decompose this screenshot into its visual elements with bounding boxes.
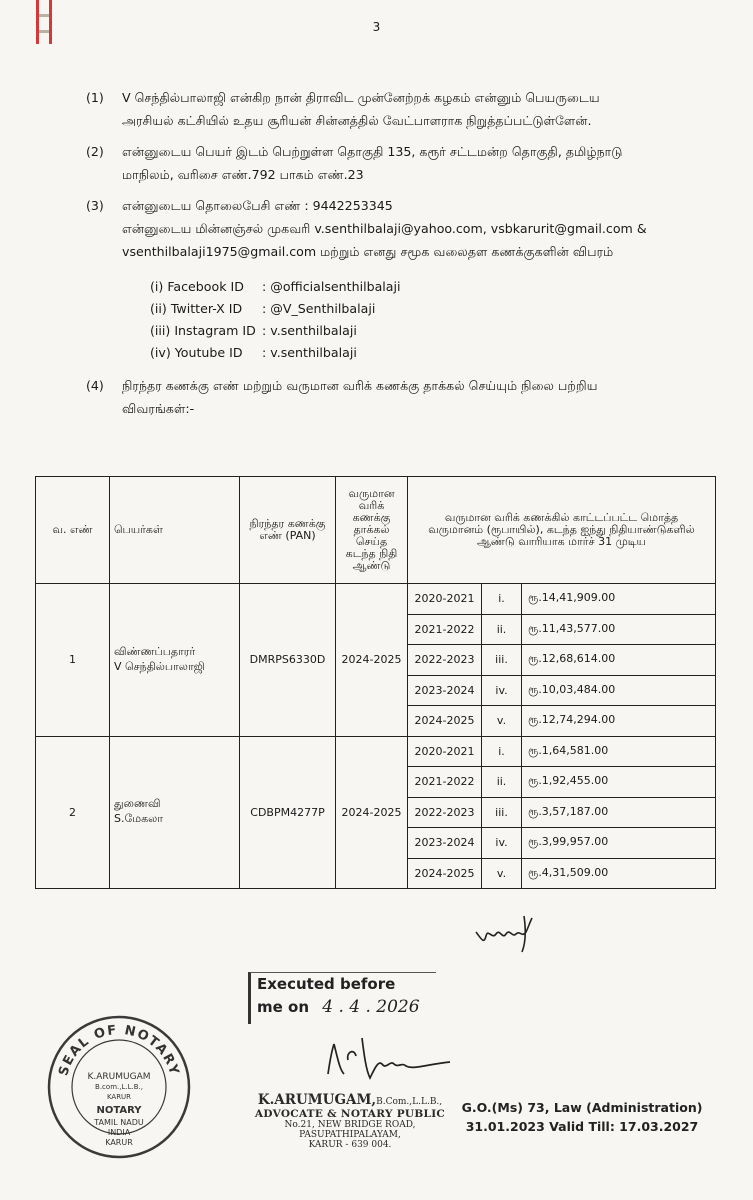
cell-filed-year: 2024-2025 [336, 736, 408, 889]
cell-pan: DMRPS6330D [240, 584, 336, 737]
table-header-row [36, 477, 716, 584]
executed-before-stamp: Executed before me on 4 . 4 . 2026 [248, 972, 436, 1024]
cell-roman: v. [482, 706, 522, 737]
initials-signature [472, 910, 552, 956]
cell-fy: 2022-2023 [408, 797, 482, 828]
notary-quals: B.Com.,L.L.B., [376, 1097, 443, 1107]
item-number: (2) [86, 144, 104, 159]
item-line: நிரந்தர கணக்கு எண் மற்றும் வருமான வரிக் கணக்கு தாக்கல் செய்யும் நிலை பற்றிய [122, 378, 598, 393]
cell-fy: 2021-2022 [408, 614, 482, 645]
cell-name: விண்ணப்பதாரர் V செந்தில்பாலாஜி [110, 584, 240, 737]
cell-amount: ரூ.14,41,909.00 [522, 584, 716, 615]
notary-signature [318, 1030, 468, 1086]
header-sno: வ. எண் [36, 477, 110, 584]
cell-roman: iii. [482, 645, 522, 676]
social-row-instagram: (iii) Instagram ID : v.senthilbalaji [150, 323, 357, 338]
seal-quals: B.com.,L.L.B., [95, 1083, 143, 1091]
seal-name: K.ARUMUGAM [87, 1072, 151, 1082]
header-income: வருமான வரிக் கணக்கில் காட்டப்பட்ட மொத்த வருமானம் (ரூபாயில்), கடந்த ஐந்து நிதியாண்டுகளில் ஆண்டு வாரியாக மார்ச் 31 முடிய [408, 477, 716, 584]
cell-fy: 2023-2024 [408, 828, 482, 859]
item-1 [86, 86, 726, 136]
item-line: என்னுடைய பெயர் இடம் பெற்றுள்ள தொகுதி 135, கரூர் சட்டமன்ற தொகுதி, தமிழ்நாடு [122, 144, 623, 159]
notary-addr-2: PASUPATHIPALAYAM, [299, 1130, 401, 1140]
item-3 [86, 194, 726, 266]
cell-amount: ரூ.10,03,484.00 [522, 675, 716, 706]
seal-of-notary [44, 1012, 194, 1162]
item-2 [86, 140, 726, 190]
cell-fy: 2020-2021 [408, 584, 482, 615]
notary-address-stamp [236, 1092, 464, 1150]
social-row-youtube: (iv) Youtube ID : v.senthilbalaji [150, 345, 357, 360]
notary-addr-1: No.21, NEW BRIDGE ROAD, [284, 1120, 416, 1130]
cell-amount: ரூ.4,31,509.00 [522, 858, 716, 889]
cell-fy: 2024-2025 [408, 706, 482, 737]
item-number: (3) [86, 198, 104, 213]
cell-amount: ரூ.11,43,577.00 [522, 614, 716, 645]
table-row [36, 736, 716, 767]
cell-sno: 1 [36, 584, 110, 737]
seal-bottom-4: KARUR [105, 1138, 133, 1147]
social-media-list [150, 276, 401, 364]
header-year: வருமான வரிக் கணக்கு தாக்கல் செய்த கடந்த நிதி ஆண்டு [336, 477, 408, 584]
notary-title: ADVOCATE & NOTARY PUBLIC [254, 1108, 446, 1120]
cell-fy: 2021-2022 [408, 767, 482, 798]
item-line: மாநிலம், வரிசை எண்.792 பாகம் எண்.23 [122, 167, 364, 182]
execution-date: 4 . 4 . 2026 [322, 997, 420, 1017]
table-row [36, 584, 716, 615]
seal-top-text: SEAL OF NOTARY [56, 1022, 182, 1078]
item-text [122, 86, 727, 132]
cell-roman: iii. [482, 797, 522, 828]
cell-roman: i. [482, 736, 522, 767]
item-line: விவரங்கள்:- [122, 401, 195, 416]
cell-roman: v. [482, 858, 522, 889]
header-pan: நிரந்தர கணக்கு எண் (PAN) [240, 477, 336, 584]
item-text [122, 194, 727, 263]
page-number: 3 [372, 20, 381, 34]
seal-bottom-3: INDIA [107, 1128, 131, 1137]
seal-bottom-2: TAMIL NADU [94, 1118, 144, 1127]
cell-amount: ரூ.12,74,294.00 [522, 706, 716, 737]
go-validity-stamp: G.O.(Ms) 73, Law (Administration) 31.01.2023 Valid Till: 17.03.2027 [461, 1100, 703, 1134]
item-number: (4) [86, 378, 104, 393]
notary-addr-3: KARUR - 639 004. [308, 1140, 392, 1150]
item-text [122, 374, 727, 420]
item-line: என்னுடைய தொலைபேசி எண் : 9442253345 [122, 198, 393, 213]
item-line: அரசியல் கட்சியில் உதய சூரியன் சின்னத்தில் வேட்பாளராக நிறுத்தப்பட்டுள்ளேன். [122, 113, 592, 128]
cell-fy: 2024-2025 [408, 858, 482, 889]
cell-amount: ரூ.3,99,957.00 [522, 828, 716, 859]
cell-roman: iv. [482, 675, 522, 706]
cell-pan: CDBPM4277P [240, 736, 336, 889]
income-table [35, 476, 716, 889]
item-line: என்னுடைய மின்னஞ்சல் முகவரி v.senthilbalaji@yahoo.com, vsbkarurit@gmail.com & [122, 221, 647, 236]
cell-amount: ரூ.1,64,581.00 [522, 736, 716, 767]
seal-bottom-1: NOTARY [96, 1105, 142, 1116]
item-line: V செந்தில்பாலாஜி என்கிற நான் திராவிட முன்னேற்றக் கழகம் என்னும் பெயருடைய [122, 90, 600, 105]
cell-roman: iv. [482, 828, 522, 859]
seal-city: KARUR [106, 1093, 132, 1101]
social-row-twitter: (ii) Twitter-X ID : @V_Senthilbalaji [150, 301, 376, 316]
item-4 [86, 374, 726, 424]
cell-sno: 2 [36, 736, 110, 889]
item-text [122, 140, 727, 186]
item-number: (1) [86, 90, 104, 105]
cell-fy: 2020-2021 [408, 736, 482, 767]
cell-amount: ரூ.1,92,455.00 [522, 767, 716, 798]
cell-amount: ரூ.12,68,614.00 [522, 645, 716, 676]
cell-amount: ரூ.3,57,187.00 [522, 797, 716, 828]
notary-name: K.ARUMUGAM, [257, 1092, 377, 1108]
cell-roman: ii. [482, 614, 522, 645]
header-name: பெயர்கள் [110, 477, 240, 584]
cell-fy: 2022-2023 [408, 645, 482, 676]
cell-roman: ii. [482, 767, 522, 798]
item-line: vsenthilbalaji1975@gmail.com மற்றும் எனது சமூக வலைதள கணக்குகளின் விபரம் [122, 244, 614, 259]
cell-filed-year: 2024-2025 [336, 584, 408, 737]
cell-name: துணைவி S.மேகலா [110, 736, 240, 889]
cell-fy: 2023-2024 [408, 675, 482, 706]
cell-roman: i. [482, 584, 522, 615]
social-row-facebook: (i) Facebook ID : @officialsenthilbalaji [150, 279, 401, 294]
